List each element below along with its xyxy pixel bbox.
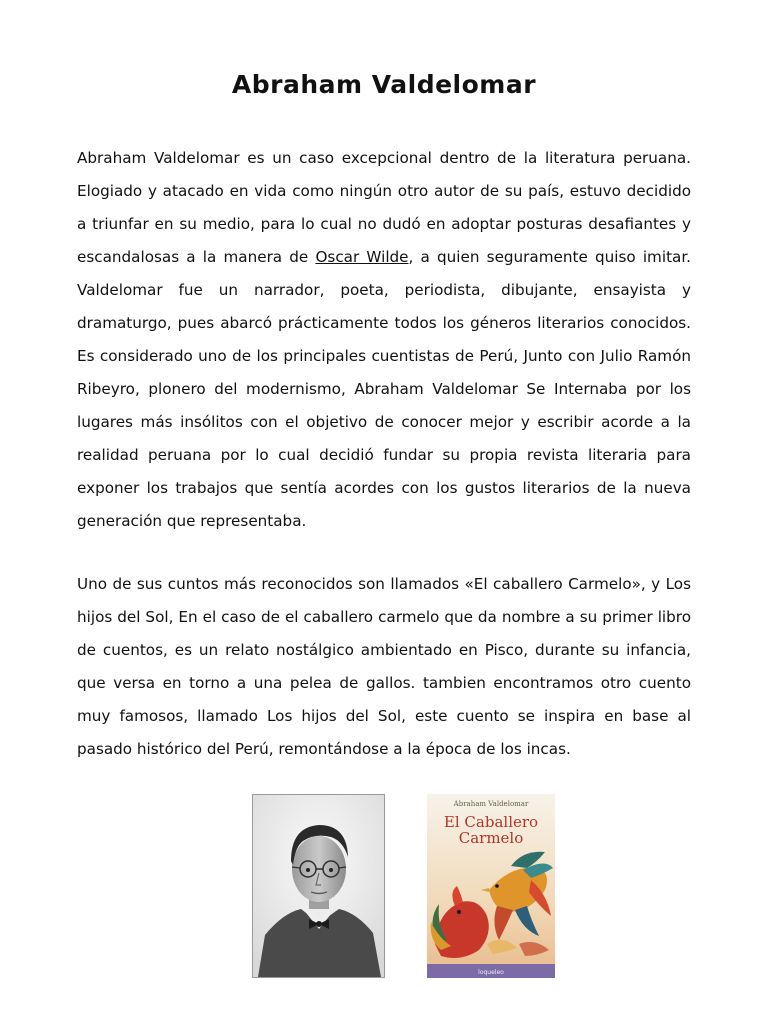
paragraph-biography bbox=[77, 142, 691, 538]
paragraph-text: Abraham Valdelomar es un caso excepcional dentro de la literatura peruana. Elogiado y atacado en vida como ningún otro autor de su país, estuvo decidido a triunfar en su medio, para lo cual no dudó en adoptar posturas desafiantes y escandalosas a la manera de bbox=[77, 149, 691, 266]
oscar-wilde-link[interactable]: Oscar Wilde bbox=[315, 248, 409, 266]
publisher-logo: loqueleo bbox=[478, 969, 504, 976]
book-title-line: El Caballero bbox=[443, 813, 539, 831]
document-title: Abraham Valdelomar bbox=[231, 70, 537, 99]
book-title-line: Carmelo bbox=[458, 829, 524, 847]
portrait-illustration bbox=[253, 795, 384, 977]
book-author: Abraham Valdelomar bbox=[453, 800, 529, 808]
portrait-photo-icon bbox=[252, 794, 385, 978]
paragraph-text: , a quien seguramente quiso imitar. Valdelomar fue un narrador, poeta, periodista, dibujante, ensayista y dramaturgo, pues abarcó prácticamente todos los géneros literarios conocidos. Es considerado uno de los principales cuentistas de Perú, Junto con Julio Ramón Ribeyro, plonero del modernismo, Abraham Valdelomar Se Internaba por los lugares más insólitos con el objetivo de conocer mejor y escribir acorde a la realidad peruana por lo cual decidió fundar su propia revista literaria para exponer los trabajos que sentía acordes con los gustos literarios de la nueva generación que representaba. bbox=[77, 248, 692, 530]
book-title bbox=[427, 814, 555, 846]
paragraph-works: Uno de sus cuntos más reconocidos son llamados «El caballero Carmelo», y Los hijos del Sol, En el caso de el caballero carmelo que da nombre a su primer libro de cuentos, es un relato nostálgico ambientado en Pisco, durante su infancia, que versa en torno a una pelea de gallos. tambien encontramos otro cuento muy famosos, llamado Los hijos del Sol, este cuento se inspira en base al pasado histórico del Perú, remontándose a la época de los incas. bbox=[77, 575, 691, 758]
book-cover bbox=[427, 794, 555, 978]
